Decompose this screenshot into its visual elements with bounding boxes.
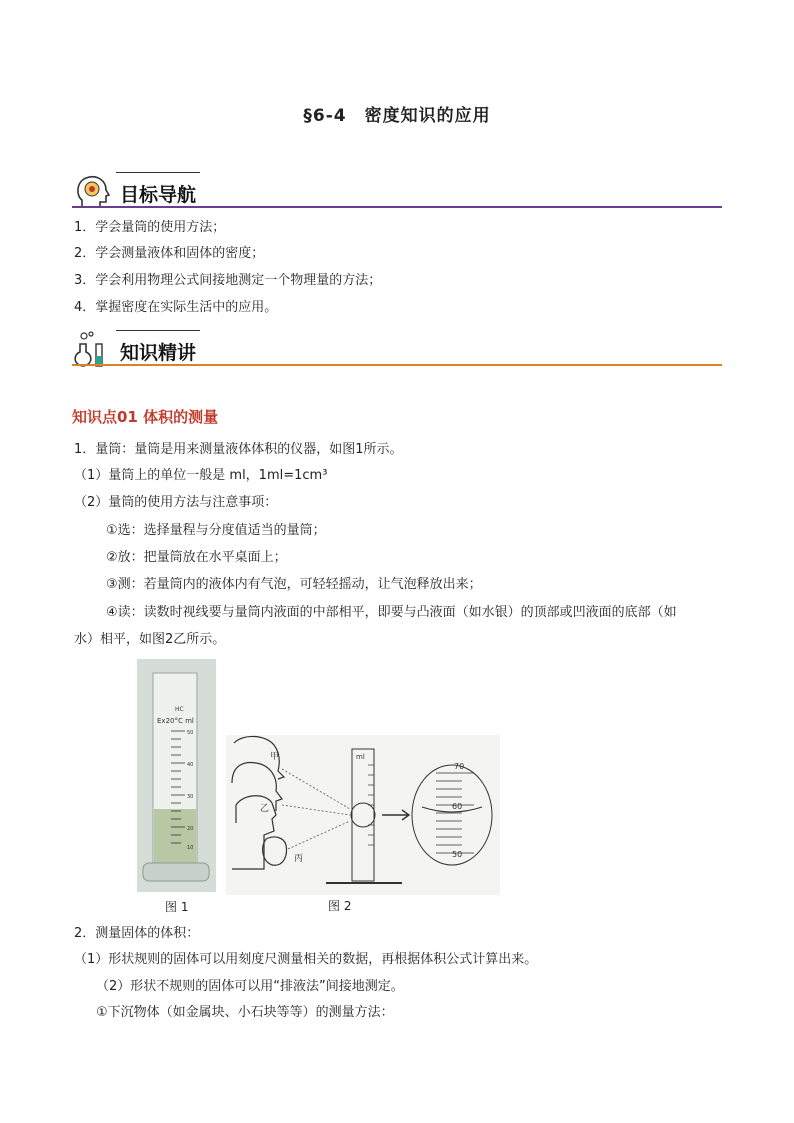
knowledge-section-rule <box>72 364 722 366</box>
cylinder-spec: Ex20°C ml <box>157 717 194 725</box>
reading-60: 60 <box>452 802 463 811</box>
page-title: §6-4 密度知识的应用 <box>303 106 491 126</box>
goal-item-1: 1．学会量筒的使用方法； <box>74 220 226 235</box>
label-bing: 丙 <box>294 854 304 864</box>
reading-50: 50 <box>452 850 463 859</box>
goal-section-rule <box>72 206 722 208</box>
goal-section-header <box>72 170 722 214</box>
text-line: （2）形状不规则的固体可以用“排液法”间接地测定。 <box>96 979 404 994</box>
tick-label: 10 <box>187 845 194 851</box>
text-line: （1）形状规则的固体可以用刻度尺测量相关的数据，再根据体积公式计算出来。 <box>74 952 538 967</box>
goal-section-title: 目标导航 <box>120 184 197 206</box>
brand-mark: HC <box>175 706 184 713</box>
text-line: （2）量筒的使用方法与注意事项： <box>74 495 278 510</box>
goal-item-2: 2．学会测量液体和固体的密度； <box>74 246 265 261</box>
tick-label: 50 <box>187 730 194 736</box>
step-select: ①选：选择量程与分度值适当的量筒； <box>106 523 326 538</box>
figure-2-caption: 图 2 <box>328 899 352 913</box>
header-top-rule <box>116 330 200 331</box>
knowledge-section-title: 知识精讲 <box>120 342 197 364</box>
goal-item-3: 3．学会利用物理公式间接地测定一个物理量的方法； <box>74 273 382 288</box>
text-line: ①下沉物体（如金属块、小石块等等）的测量方法： <box>96 1005 394 1020</box>
figure-2-line-of-sight-diagram <box>226 735 500 895</box>
knowledge-point-title: 知识点01 体积的测量 <box>72 408 219 426</box>
reading-70: 70 <box>454 762 465 771</box>
figure-1-graduated-cylinder <box>137 659 216 892</box>
tick-label: 20 <box>187 826 194 832</box>
tick-label: 40 <box>187 762 194 768</box>
tick-label: 30 <box>187 794 194 800</box>
goal-item-4: 4．掌握密度在实际生活中的应用。 <box>74 300 278 315</box>
text-line: （1）量筒上的单位一般是 ml，1ml=1cm³ <box>74 468 328 483</box>
label-yi: 乙 <box>260 804 270 814</box>
knowledge-section-header <box>72 328 722 372</box>
label-jia: 甲 <box>270 752 280 762</box>
step-measure: ③测：若量筒内的液体内有气泡，可轻轻摇动，让气泡释放出来； <box>106 577 482 592</box>
figure-1-caption: 图 1 <box>165 900 189 914</box>
header-top-rule <box>116 172 200 173</box>
unit-ml: ml <box>356 753 365 761</box>
step-read-cont: 水）相平，如图2乙所示。 <box>74 632 226 647</box>
text-line: 1．量筒：量筒是用来测量液体体积的仪器，如图1所示。 <box>74 442 403 457</box>
text-line: 2．测量固体的体积： <box>74 926 200 941</box>
step-place: ②放：把量筒放在水平桌面上； <box>106 550 287 565</box>
step-read: ④读：读数时视线要与量筒内液面的中部相平，即要与凸液面（如水银）的顶部或凹液面的底部（如 <box>106 605 677 620</box>
